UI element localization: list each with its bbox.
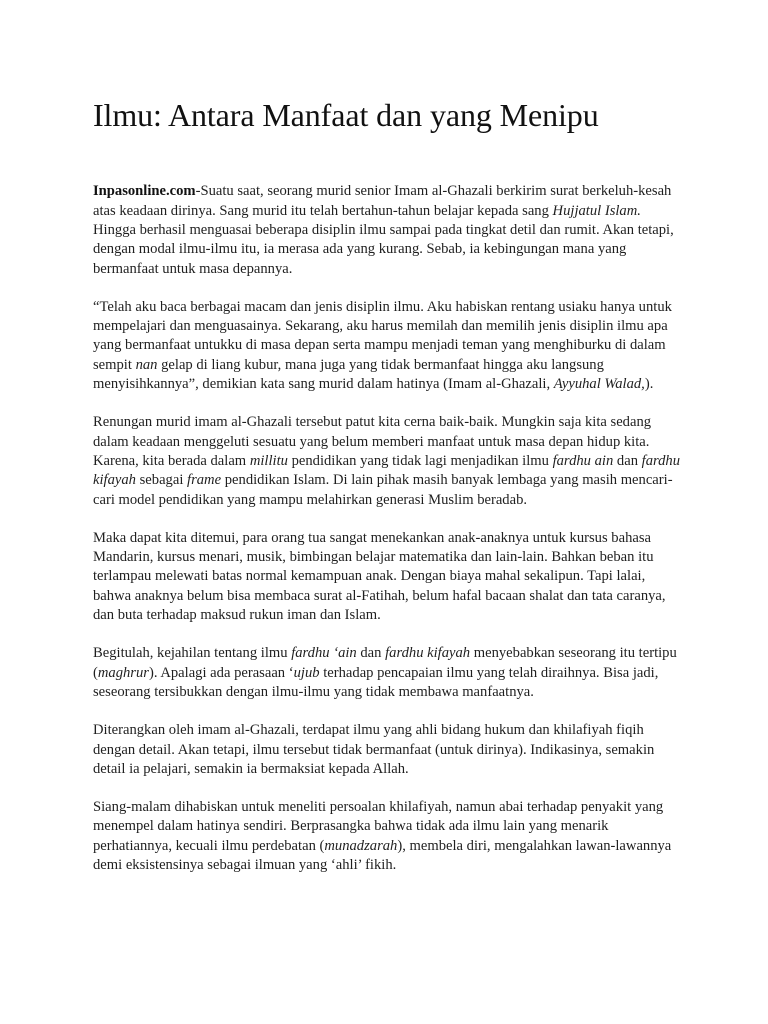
p7-italic-1: munadzarah bbox=[324, 837, 398, 854]
paragraph-4 bbox=[93, 529, 683, 625]
p7-text-2: ), membela diri, mengalahkan lawan-lawannya demi eksistensinya sebagai ilmuan yang ‘ahli’ fikih. bbox=[93, 837, 672, 873]
paragraph-3 bbox=[93, 413, 683, 509]
p5-text-3: menyebabkan seseorang itu tertipu ( bbox=[93, 645, 677, 681]
p3-text-1: Renungan murid imam al-Ghazali tersebut patut kita cerna baik-baik. Mungkin saja kita sedang dalam keadaan menggeluti sesuatu yang belum memberi manfaat untuk masa depan hidup kita. Karena, kita berada dalam bbox=[93, 414, 652, 469]
p1-text-2: Hingga berhasil menguasai beberapa disiplin ilmu sampai pada tingkat detil dan rumit. Akan tetapi, dengan modal ilmu-ilmu itu, ia merasa ada yang kurang. Sebab, ia kebingungan mana yang bermanfaat untuk masa depannya. bbox=[93, 221, 674, 277]
paragraph-2 bbox=[93, 298, 683, 394]
p3-text-5: pendidikan Islam. Di lain pihak masih banyak lembaga yang masih mencari-cari model pendidikan yang mampu melahirkan generasi Muslim beradab. bbox=[93, 472, 673, 508]
paragraph-1 bbox=[93, 182, 683, 278]
p3-text-4: sebagai bbox=[135, 472, 188, 489]
p2-text-3: ). bbox=[644, 376, 654, 393]
p4-text-1: Maka dapat kita ditemui, para orang tua sangat menekankan anak-anaknya untuk kursus bahasa Mandarin, kursus menari, musik, bimbingan belajar matematika dan lain-lain. Bahkan beban itu terlampau melewati batas normal kemampuan anak. Dengan biaya mahal sekalipun. Tapi lalai, bahwa anaknya belum bisa membaca surat al-Fatihah, belum hafal bacaan shalat dan tata caranya, dan buta terhadap maksud rukun iman dan Islam. bbox=[93, 529, 666, 624]
p5-text-1: Begitulah, kejahilan tentang ilmu bbox=[93, 645, 292, 662]
p5-italic-1: fardhu ‘ain bbox=[291, 645, 357, 662]
p2-text-2: gelap di liang kubur, mana juga yang tidak bermanfaat hingga aku langsung menyisihkannya”, demikian kata sang murid dalam hatinya (Imam al-Ghazali, bbox=[93, 356, 604, 393]
p5-text-4: ). Apalagi ada perasaan ‘ bbox=[148, 664, 294, 681]
p6-text-1: Diterangkan oleh imam al-Ghazali, terdapat ilmu yang ahli bidang hukum dan khilafiyah fiqih dengan detail. Akan tetapi, ilmu tersebut tidak bermanfaat (untuk dirinya). Indikasinya, semakin detail ia pelajari, semakin ia bermaksiat kepada Allah. bbox=[93, 722, 655, 777]
paragraph-5 bbox=[93, 644, 683, 702]
paragraph-7 bbox=[93, 798, 683, 875]
p2-italic-1: nan bbox=[135, 356, 158, 373]
p3-italic-3: fardhu kifayah bbox=[93, 452, 681, 489]
p1-text-1: -Suatu saat, seorang murid senior Imam al-Ghazali berkirim surat berkeluh-kesah atas keadaan dirinya. Sang murid itu telah bertahun-tahun belajar kepada sang bbox=[93, 183, 672, 219]
p5-text-5: terhadap pencapaian ilmu yang telah diraihnya. Bisa jadi, seseorang tersibukkan dengan ilmu-ilmu yang tidak membawa manfaatnya. bbox=[93, 664, 659, 700]
p3-text-3: dan bbox=[613, 452, 642, 469]
p3-text-2: pendidikan yang tidak lagi menjadikan ilmu bbox=[287, 452, 553, 469]
paragraph-6 bbox=[93, 721, 683, 779]
p2-text-1: “Telah aku baca berbagai macam dan jenis disiplin ilmu. Aku habiskan rentang usiaku hanya untuk mempelajari dan menguasainya. Sekarang, aku harus memilah dan memilih jenis disiplin ilmu apa yang bermanfaat untukku di masa depan serta mampu menjadi teman yang menghiburku di dalam sempit bbox=[93, 298, 672, 373]
document-page bbox=[93, 96, 683, 894]
article-title: Ilmu: Antara Manfaat dan yang Menipu bbox=[93, 97, 599, 133]
p5-italic-4: ujub bbox=[293, 664, 320, 681]
p3-italic-2: fardhu ain bbox=[552, 452, 614, 469]
p3-italic-1: millitu bbox=[249, 452, 288, 469]
p5-italic-2: fardhu kifayah bbox=[385, 645, 471, 662]
p1-italic-1: Hujjatul Islam. bbox=[552, 202, 641, 219]
p3-italic-4: frame bbox=[187, 472, 222, 489]
p2-italic-2: Ayyuhal Walad, bbox=[553, 376, 645, 393]
source-label: Inpasonline.com bbox=[93, 183, 196, 200]
p7-text-1: Siang-malam dihabiskan untuk meneliti persoalan khilafiyah, namun abai terhadap penyakit yang menempel dalam hatinya sendiri. Berprasangka bahwa tidak ada ilmu lain yang menarik perhatiannya, kecuali ilmu perdebatan ( bbox=[93, 799, 664, 854]
p5-italic-3: maghrur bbox=[97, 664, 149, 681]
p5-text-2: dan bbox=[356, 645, 386, 662]
